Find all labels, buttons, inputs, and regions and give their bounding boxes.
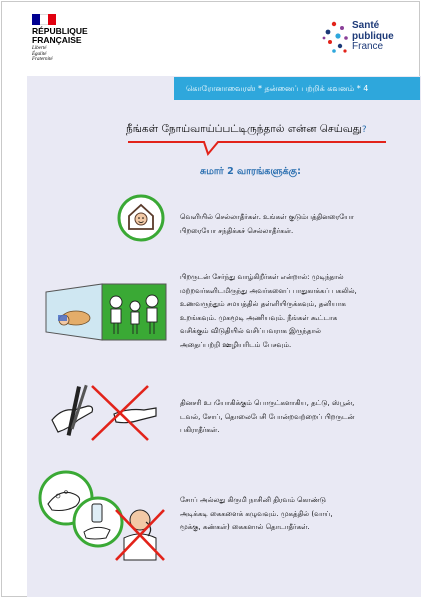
section-2-text xyxy=(180,271,357,352)
french-flag-icon xyxy=(32,14,56,25)
agency-line-3: France xyxy=(352,41,384,52)
section-3-text xyxy=(180,397,354,438)
section-banner: கொரோனாவைரஸ் * தன்னைப் பற்றிக் கவனம் * 4 xyxy=(174,77,420,100)
section-2-line: உறங்கவும். முகமூடி அணியவும். நீங்கள் கூட்டாக xyxy=(180,313,338,322)
section-2-line: அதைப்பற்றி ஊழியரிடம் பேசவும். xyxy=(180,340,292,349)
section-4-text xyxy=(180,494,333,535)
section-1-line: பிறரையோ சந்திக்கச் செல்லாதீர்கள். xyxy=(180,226,294,235)
section-4-line: சோப் அல்லது கிருமி நாசினி திரவம் கொண்டு xyxy=(180,496,326,504)
section-1-line: வெளியில் செல்லாதீர்கள். உங்கள் குடும்பத்தினரையோ xyxy=(180,213,354,221)
republic-line-2: FRANÇAISE xyxy=(32,35,82,45)
republique-francaise-logo xyxy=(32,27,102,45)
section-4-line: அடிக்கடி கைகளைக் கழுவவும். முகத்தில் (வாய், xyxy=(180,509,333,518)
republic-motto xyxy=(32,46,72,63)
main-question xyxy=(126,123,367,136)
agency-line-1: Santé xyxy=(352,20,380,31)
stay-home-icon xyxy=(117,194,165,242)
question-mark: ? xyxy=(361,125,367,135)
isolate-room-icon xyxy=(44,282,168,342)
section-4-line: மூக்கு, கண்கள்) கைகளால் தொடாதீர்கள். xyxy=(180,523,310,531)
section-2-line: உணவருந்தும் சமயத்தில் தள்ளியிருக்கவும், தனியாக xyxy=(180,300,346,308)
motto-liberte: Liberté xyxy=(32,46,47,51)
question-text: நீங்கள் நோய்வாய்ப்பட்டிருந்தால் என்ன செய்வது xyxy=(126,123,362,135)
section-2-line: பிறருடன் சேர்ந்து வாழ்கிறீர்கள் என்றால்: முடிந்தால் xyxy=(180,273,344,281)
section-2-line: வசிக்கும் விடுதியில் வசிப்பவராக இருந்தால் xyxy=(180,327,321,335)
motto-fraternite: Fraternité xyxy=(32,57,53,62)
section-2-line: மற்றவர்களிடமிருந்து அவர்களைப் பாதுகாக்கப் பகலில், xyxy=(180,286,357,295)
section-3-line: டவல், சோப், தொலைபேசி போன்றவற்றைப் பிறருடன் xyxy=(180,412,355,421)
section-1-text xyxy=(180,211,354,238)
section-3-line: பகிராதீர்கள். xyxy=(180,426,220,434)
speech-underline-icon xyxy=(128,138,388,160)
subheading: சுமார் 2 வாரங்களுக்கு: xyxy=(200,166,301,177)
agency-name xyxy=(352,21,394,53)
hand-hygiene-icon xyxy=(36,470,174,562)
agency-line-2: publique xyxy=(352,30,394,42)
no-sharing-icon xyxy=(48,380,160,444)
republic-line-1: RÉPUBLIQUE xyxy=(32,26,88,36)
section-3-line: தினசரி உபயோகிக்கும் பொருட்களாகிய, தட்டு, ஸ்பூன், xyxy=(180,399,355,407)
motto-egalite: Égalité xyxy=(32,51,47,57)
